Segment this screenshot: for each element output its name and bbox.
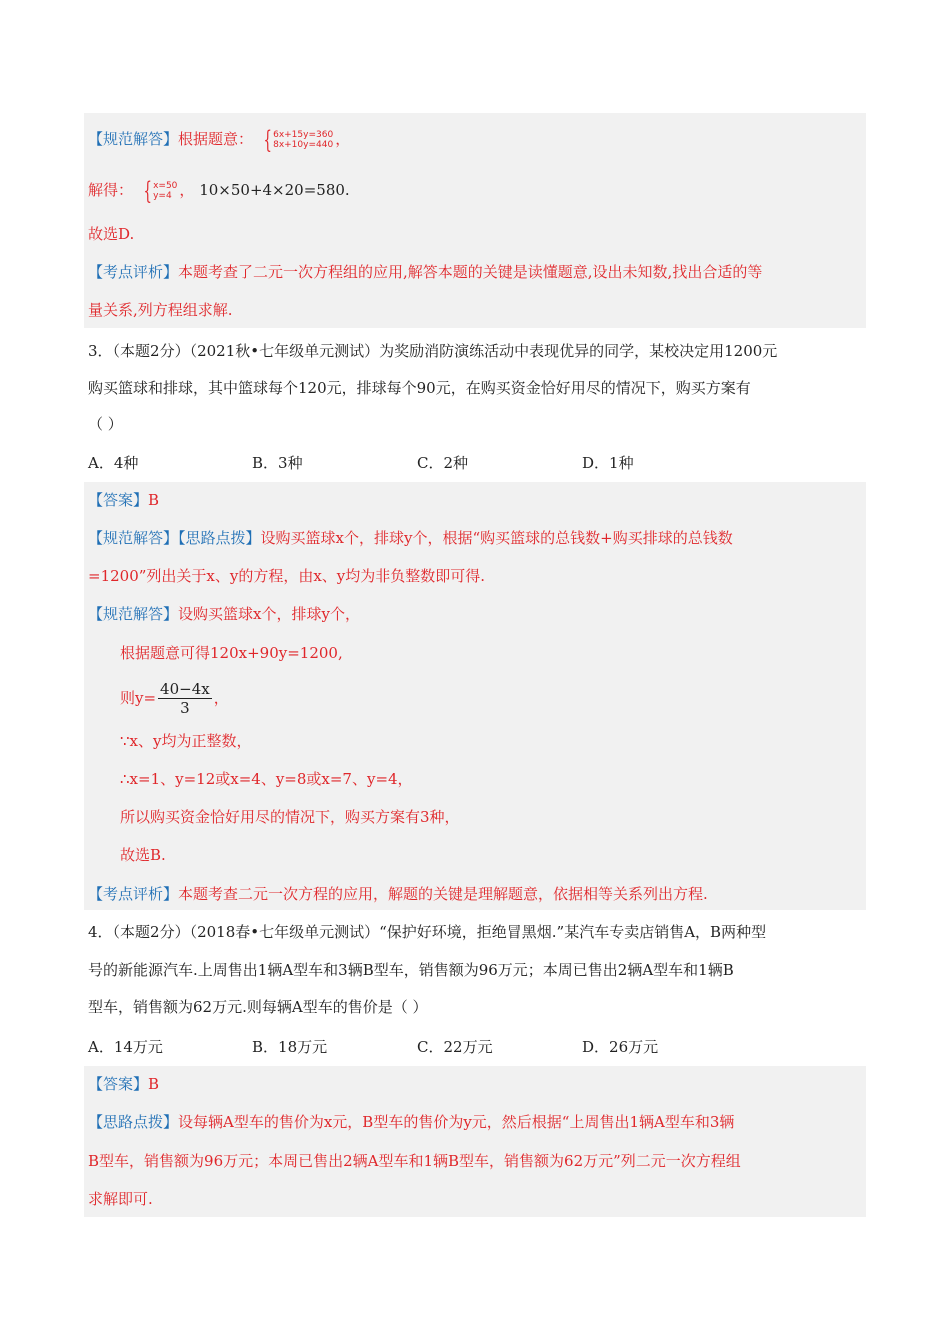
answer-value: B	[148, 491, 160, 509]
option-d: D．26万元	[582, 1038, 659, 1056]
evaluation-text: 本题考查了二元一次方程组的应用,解答本题的关键是读懂题意,设出未知数,找出合适的等	[178, 263, 763, 281]
hint-line-2: =1200”列出关于x、y的方程，由x、y均为非负整数即可得.	[88, 567, 486, 585]
fraction-numerator: 40−4x	[160, 679, 210, 698]
solution-text: 设购买篮球x个，排球y个，	[178, 605, 360, 623]
answer-line	[88, 1074, 159, 1094]
option-a: A．4种	[88, 454, 139, 472]
calculation: 10×50+4×20=580.	[199, 181, 350, 199]
hint-line-3: 求解即可.	[88, 1190, 153, 1208]
solution-line	[88, 604, 360, 624]
answer-tag: 【答案】	[88, 1075, 149, 1093]
solution-text: 解得：	[88, 181, 134, 199]
evaluation-tag: 【考点评析】	[88, 885, 179, 903]
hint-text: 设每辆A型车的售价为x元，B型车的售价为y元，然后根据“上周售出1辆A型车和3辆	[178, 1113, 735, 1131]
question-3-line-2: 购买篮球和排球，其中篮球每个120元，排球每个90元，在购买资金恰好用尽的情况下，购买方案有	[88, 379, 751, 397]
hint-line-1	[88, 1112, 734, 1132]
solution-step-3: ∵x、y均为正整数，	[120, 732, 252, 750]
answer-tag: 【答案】	[88, 491, 149, 509]
hint-text: 设购买篮球x个，排球y个，根据“购买篮球的总钱数+购买排球的总钱数	[260, 529, 733, 547]
solution-step-6: 故选B.	[120, 846, 166, 864]
solution-step-4: ∴x=1、y=12或x=4、y=8或x=7、y=4，	[120, 770, 413, 788]
solution-line-2	[88, 179, 350, 203]
hint-tag: 【思路点拨】	[88, 1113, 179, 1131]
answer-line	[88, 490, 159, 510]
question-4-line-2: 号的新能源汽车.上周售出1辆A型车和3辆B型车，销售额为96万元；本周已售出2辆A型车和1辆B	[88, 961, 734, 979]
punctuation: ，	[335, 130, 351, 148]
standard-answer-tag: 【规范解答】	[88, 529, 179, 547]
equation-system-2: { x=50 y=4	[143, 177, 178, 205]
option-b: B．3种	[252, 454, 303, 472]
solution-step-1: 根据题意可得120x+90y=1200,	[120, 644, 343, 662]
equation-system-1: { 6x+15y=360 8x+10y=440	[263, 126, 334, 154]
question-4-line-1: 4．（本题2分）（2018春•七年级单元测试）“保护好环境，拒绝冒黑烟.”某汽车专卖店销售A，B两种型	[88, 923, 767, 941]
hint-line-2: B型车，销售额为96万元；本周已售出2辆A型车和1辆B型车，销售额为62万元”列二元一次方程组	[88, 1152, 741, 1170]
hint-tag: 【思路点拨】	[178, 529, 261, 547]
question-3-line-1: 3．（本题2分）（2021秋•七年级单元测试）为奖励消防演练活动中表现优异的同学，某校决定用1200元	[88, 342, 778, 360]
equation: y=4	[153, 191, 172, 201]
solution-box-q4	[84, 1066, 866, 1217]
solution-step-2	[120, 678, 229, 718]
evaluation-tag: 【考点评析】	[88, 263, 179, 281]
evaluation-line	[88, 262, 762, 282]
punctuation: ，	[213, 689, 229, 707]
solution-step-5: 所以购买资金恰好用尽的情况下，购买方案有3种，	[120, 808, 460, 826]
punctuation: ，	[179, 181, 195, 199]
answer-value: B	[148, 1075, 160, 1093]
solution-text: 则y=	[120, 689, 157, 707]
evaluation-text: 本题考查二元一次方程的应用，解题的关键是理解题意，依据相等关系列出方程.	[178, 885, 708, 903]
choice-line: 故选D.	[88, 225, 135, 243]
equation: 8x+10y=440	[273, 140, 334, 150]
option-a: A．14万元	[88, 1038, 163, 1056]
option-c: C．22万元	[417, 1038, 493, 1056]
solution-line-1	[88, 128, 350, 152]
option-b: B．18万元	[252, 1038, 328, 1056]
fraction-denominator: 3	[180, 698, 190, 717]
standard-answer-tag: 【规范解答】	[88, 605, 179, 623]
fraction	[158, 680, 212, 717]
hint-line-1	[88, 528, 733, 548]
question-3-line-3: （ ）	[88, 415, 123, 433]
evaluation-line	[88, 884, 708, 904]
evaluation-line-2: 量关系,列方程组求解.	[88, 301, 233, 319]
question-4-line-3: 型车，销售额为62万元.则每辆A型车的售价是（ ）	[88, 998, 428, 1016]
equation: 6x+15y=360	[273, 130, 334, 140]
option-c: C．2种	[417, 454, 469, 472]
option-d: D．1种	[582, 454, 634, 472]
solution-text: 根据题意：	[178, 130, 254, 148]
equation: x=50	[153, 181, 178, 191]
standard-answer-tag: 【规范解答】	[88, 130, 179, 148]
